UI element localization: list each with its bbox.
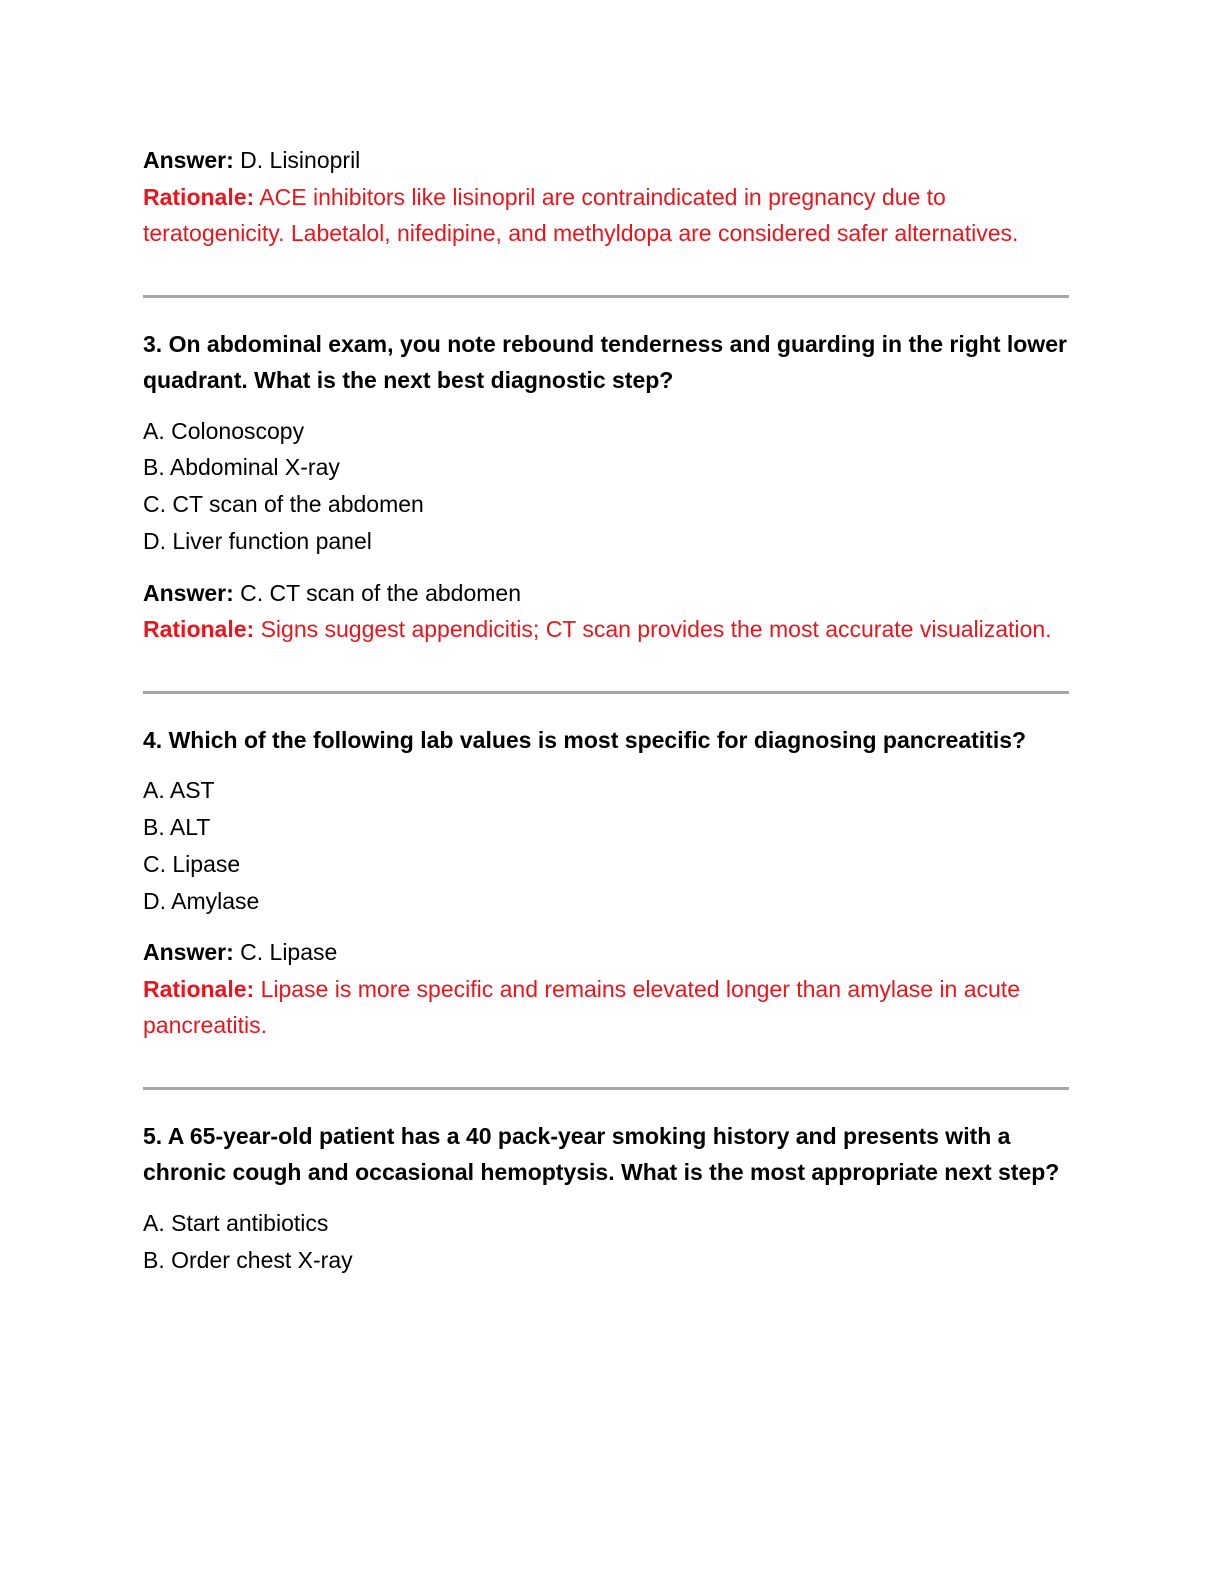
section-divider xyxy=(143,1087,1069,1090)
question-4-rationale xyxy=(143,971,1074,1044)
rationale-label: Rationale: xyxy=(143,616,255,643)
prev-rationale xyxy=(143,179,1074,252)
rationale-text: Lipase is more specific and remains elevated longer than amylase in acute pancreatitis. xyxy=(143,975,1020,1039)
rationale-text: Signs suggest appendicitis; CT scan provides the most accurate visualization. xyxy=(254,616,1052,643)
rationale-label: Rationale: xyxy=(143,975,255,1002)
answer-text: C. CT scan of the abdomen xyxy=(233,579,521,606)
section-divider xyxy=(143,691,1069,694)
question-3-answer xyxy=(143,575,1074,612)
answer-text: D. Lisinopril xyxy=(233,147,361,173)
question-4-block xyxy=(143,722,1074,1044)
question-4-answer xyxy=(143,934,1074,971)
option-d: D. Amylase xyxy=(143,887,260,914)
option-c: C. Lipase xyxy=(143,850,241,877)
option-c: C. CT scan of the abdomen xyxy=(143,491,424,518)
answer-label: Answer: xyxy=(143,579,234,606)
prev-answer-block xyxy=(143,142,1074,252)
prev-answer xyxy=(143,142,1074,179)
answer-label: Answer: xyxy=(143,147,234,173)
question-4-text: 4. Which of the following lab values is most specific for diagnosing pancreatitis? xyxy=(143,726,1027,753)
option-a: A. AST xyxy=(143,777,215,804)
question-3-rationale xyxy=(143,611,1074,648)
question-5-text: 5. A 65-year-old patient has a 40 pack-year smoking history and presents with a chronic cough and occasional hemoptysis. What is the most appropriate next step? xyxy=(143,1122,1060,1186)
rationale-text: ACE inhibitors like lisinopril are contraindicated in pregnancy due to teratogenicity. Labetalol, nifedipine, and methyldopa are considered safer alternatives. xyxy=(143,183,1019,246)
answer-label: Answer: xyxy=(143,939,234,966)
question-3-block xyxy=(143,326,1074,648)
option-b: B. Abdominal X-ray xyxy=(143,454,340,481)
rationale-label: Rationale: xyxy=(143,183,255,210)
question-5-block xyxy=(143,1118,1074,1279)
section-divider xyxy=(143,295,1069,298)
question-4-options xyxy=(143,772,1074,919)
option-a: A. Colonoscopy xyxy=(143,417,305,444)
option-b: B. Order chest X-ray xyxy=(143,1246,353,1273)
option-b: B. ALT xyxy=(143,813,211,840)
answer-text: C. Lipase xyxy=(233,939,338,966)
option-a: A. Start antibiotics xyxy=(143,1209,329,1236)
question-5-options xyxy=(143,1205,1074,1279)
option-d: D. Liver function panel xyxy=(143,527,372,554)
question-3-text: 3. On abdominal exam, you note rebound tenderness and guarding in the right lower quadrant. What is the next best diagnostic step? xyxy=(143,330,1067,393)
question-3-options xyxy=(143,413,1074,560)
